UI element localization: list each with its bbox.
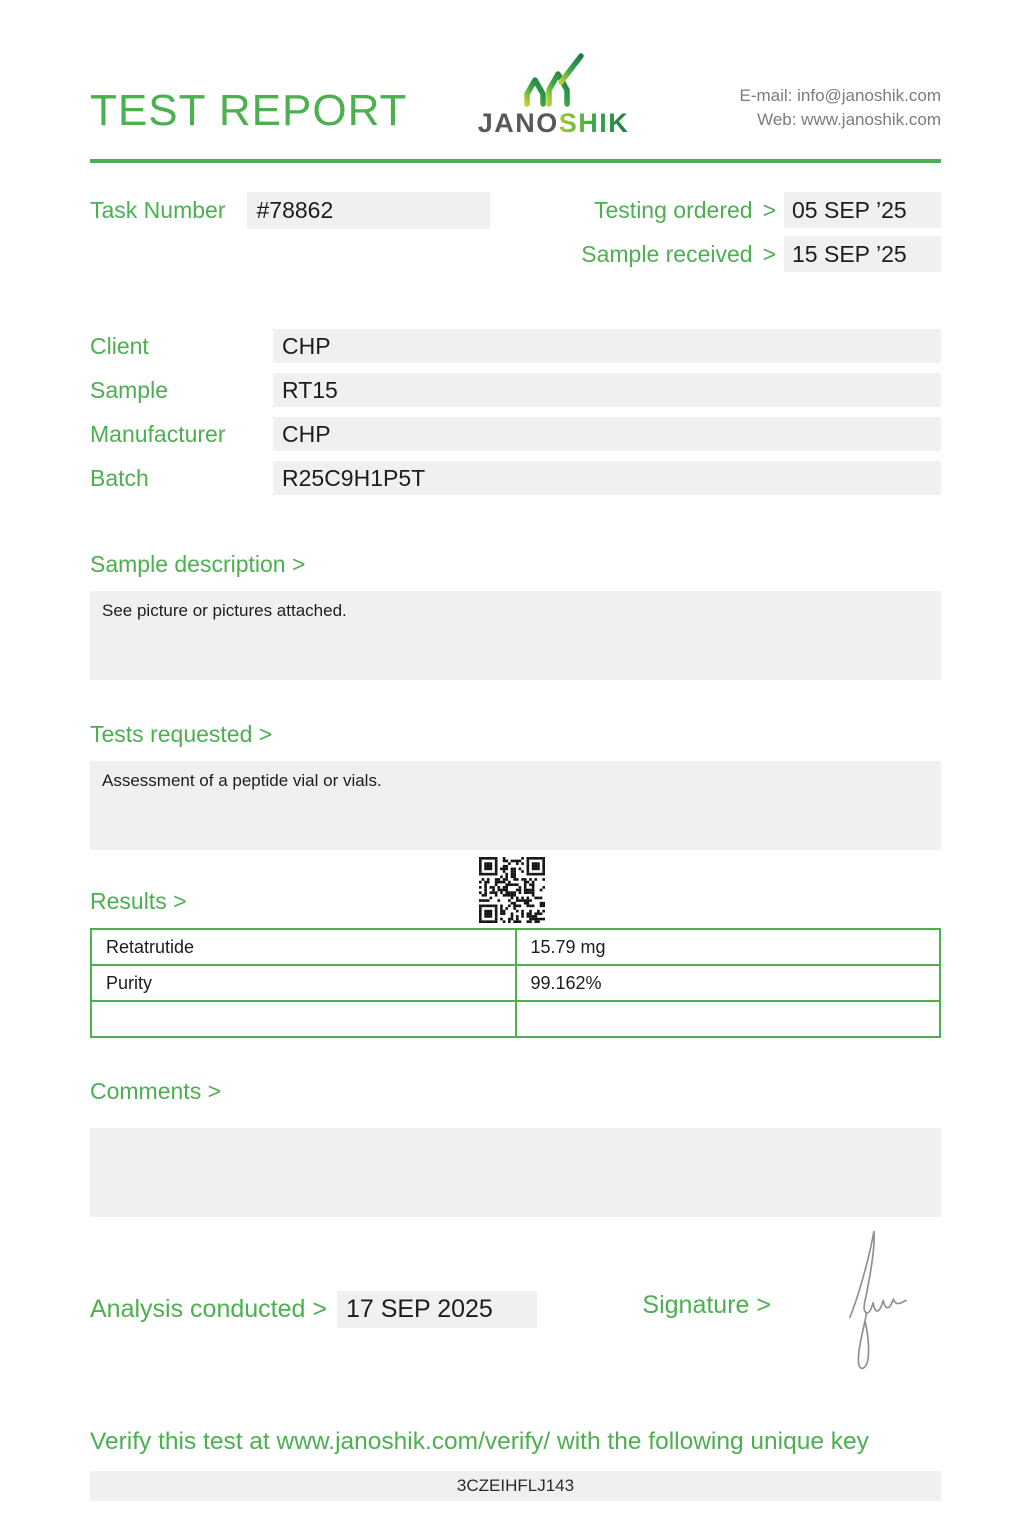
tests-requested-body: Assessment of a peptide vial or vials. (90, 761, 941, 850)
sample-label: Sample (90, 376, 168, 403)
manufacturer-value: CHP (273, 417, 941, 451)
signature-label: Signature > (642, 1291, 771, 1319)
client-value: CHP (273, 329, 941, 363)
sample-received-value: 15 SEP ’25 (784, 236, 941, 272)
client-row (90, 329, 941, 363)
logo-wordmark (478, 110, 630, 137)
tests-requested-section (90, 721, 941, 850)
logo-jano: JANO (477, 108, 559, 138)
unique-key: 3CZEIHFLJ143 (90, 1471, 941, 1501)
report-header (90, 0, 941, 137)
analysis-conducted-label: Analysis conducted > (90, 1295, 327, 1323)
sample-row (90, 373, 941, 407)
sample-description-body: See picture or pictures attached. (90, 591, 941, 680)
sample-description-section (90, 551, 941, 680)
analysis-conducted-value: 17 SEP 2025 (337, 1291, 537, 1328)
signature-group (642, 1291, 771, 1320)
table-row (91, 965, 940, 1001)
contact-info (740, 84, 942, 137)
task-number-label: Task Number (90, 197, 226, 223)
janoshik-logo (478, 52, 630, 137)
table-row (91, 929, 940, 965)
tests-requested-heading: Tests requested > (90, 721, 273, 747)
testing-ordered-value: 05 SEP ’25 (784, 192, 941, 228)
signature-image (831, 1203, 911, 1398)
contact-web: Web: www.janoshik.com (757, 110, 941, 130)
task-number-group (90, 192, 490, 229)
result-name-cell (91, 1001, 516, 1037)
results-section (90, 888, 941, 1038)
header-divider (90, 159, 941, 163)
contact-email: E-mail: info@janoshik.com (739, 85, 941, 105)
client-label: Client (90, 332, 149, 359)
qr-code (479, 857, 545, 923)
results-table (90, 928, 941, 1038)
batch-row (90, 461, 941, 495)
comments-section (90, 1078, 941, 1217)
chart-logo-icon (517, 52, 589, 108)
sample-received-label: Sample received (581, 240, 753, 267)
sample-description-heading: Sample description > (90, 551, 306, 577)
comments-heading: Comments > (90, 1078, 222, 1104)
manufacturer-row (90, 417, 941, 451)
qr-code-image (479, 857, 545, 923)
testing-ordered-label: Testing ordered (594, 196, 753, 223)
batch-value: R25C9H1P5T (273, 461, 941, 495)
analysis-conducted-group (90, 1291, 537, 1328)
testing-ordered-row (581, 192, 941, 228)
arrow-glyph: > (762, 240, 776, 267)
comments-body (90, 1128, 941, 1217)
logo-shik: SHIK (558, 108, 630, 138)
result-value-cell: 15.79 mg (516, 929, 941, 965)
result-value-cell (516, 1001, 941, 1037)
meta-row (90, 192, 941, 272)
results-heading: Results > (90, 888, 187, 914)
batch-label: Batch (90, 464, 149, 491)
task-number-value: #78862 (247, 192, 490, 229)
page-title: TEST REPORT (90, 86, 408, 135)
result-name-cell: Purity (91, 965, 516, 1001)
analysis-signature-row (90, 1291, 941, 1328)
dates-group (581, 192, 941, 272)
sample-info-block (90, 329, 941, 495)
arrow-glyph: > (762, 196, 776, 223)
sample-value: RT15 (273, 373, 941, 407)
sample-received-row (581, 236, 941, 272)
result-name-cell: Retatrutide (91, 929, 516, 965)
table-row (91, 1001, 940, 1037)
result-value-cell: 99.162% (516, 965, 941, 1001)
verify-instruction: Verify this test at www.janoshik.com/verify/ with the following unique key (90, 1428, 869, 1455)
manufacturer-label: Manufacturer (90, 420, 226, 447)
